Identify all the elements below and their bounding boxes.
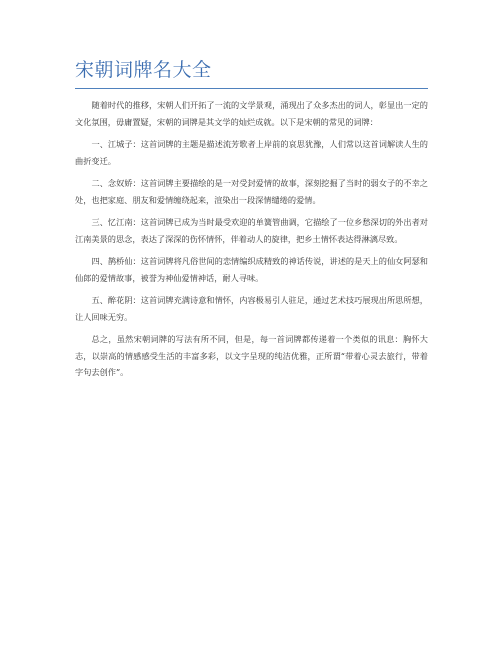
item-paragraph-niannujiao: 二、念奴娇：这首词牌主要描绘的是一对受封爱情的故事，深刻挖掘了当时的弱女子的不幸之处，也把家庭、朋友和爱情缠绕起来，渲染出一段深情缱绻的爱情。 [75, 178, 428, 205]
conclusion-paragraph: 总之，虽然宋朝词牌的写法有所不同，但是，每一首词牌都传递着一个类似的讯息：胸怀大志，以崇高的情感感受生活的丰富多彩，以文字呈现的纯洁优雅，正所谓“带着心灵去旅行，带着字句去创作”。 [75, 334, 428, 377]
item-paragraph-queqiaoxian: 四、鹊桥仙：这首词牌将凡俗世间的恋情编织成精致的神话传说，讲述的是天上的仙女阿瑟和仙郎的爱情故事，被誉为神仙爱情神话，耐人寻味。 [75, 256, 428, 283]
item-paragraph-jiangchengzi: 一、江城子：这首词牌的主题是描述流芳歌者上岸前的哀思犹豫，人们常以这首词解读人生的曲折变迁。 [75, 139, 428, 166]
title-divider [75, 88, 428, 89]
document-title: 宋朝词牌名大全 [75, 59, 212, 81]
document-body [75, 97, 428, 387]
intro-paragraph: 随着时代的推移，宋朝人们开拓了一流的文学景观，涌现出了众多杰出的词人，彰显出一定的文化氛围，毋庸置疑，宋朝的词牌是其文学的灿烂成就。以下是宋朝的常见的词牌： [75, 100, 428, 127]
item-paragraph-yijiangnan: 三、忆江南：这首词牌已成为当时最受欢迎的单簧管曲调，它描绘了一位乡愁深切的外出者对江南美景的思念，表达了深深的伤怀情怀，伴着动人的旋律，把乡土情怀表达得淋漓尽致。 [75, 217, 428, 244]
item-paragraph-zuihuayin: 五、醉花阴：这首词牌充满诗意和情怀，内容极易引人驻足，通过艺术技巧展现出所思所想，让人回味无穷。 [75, 295, 428, 322]
